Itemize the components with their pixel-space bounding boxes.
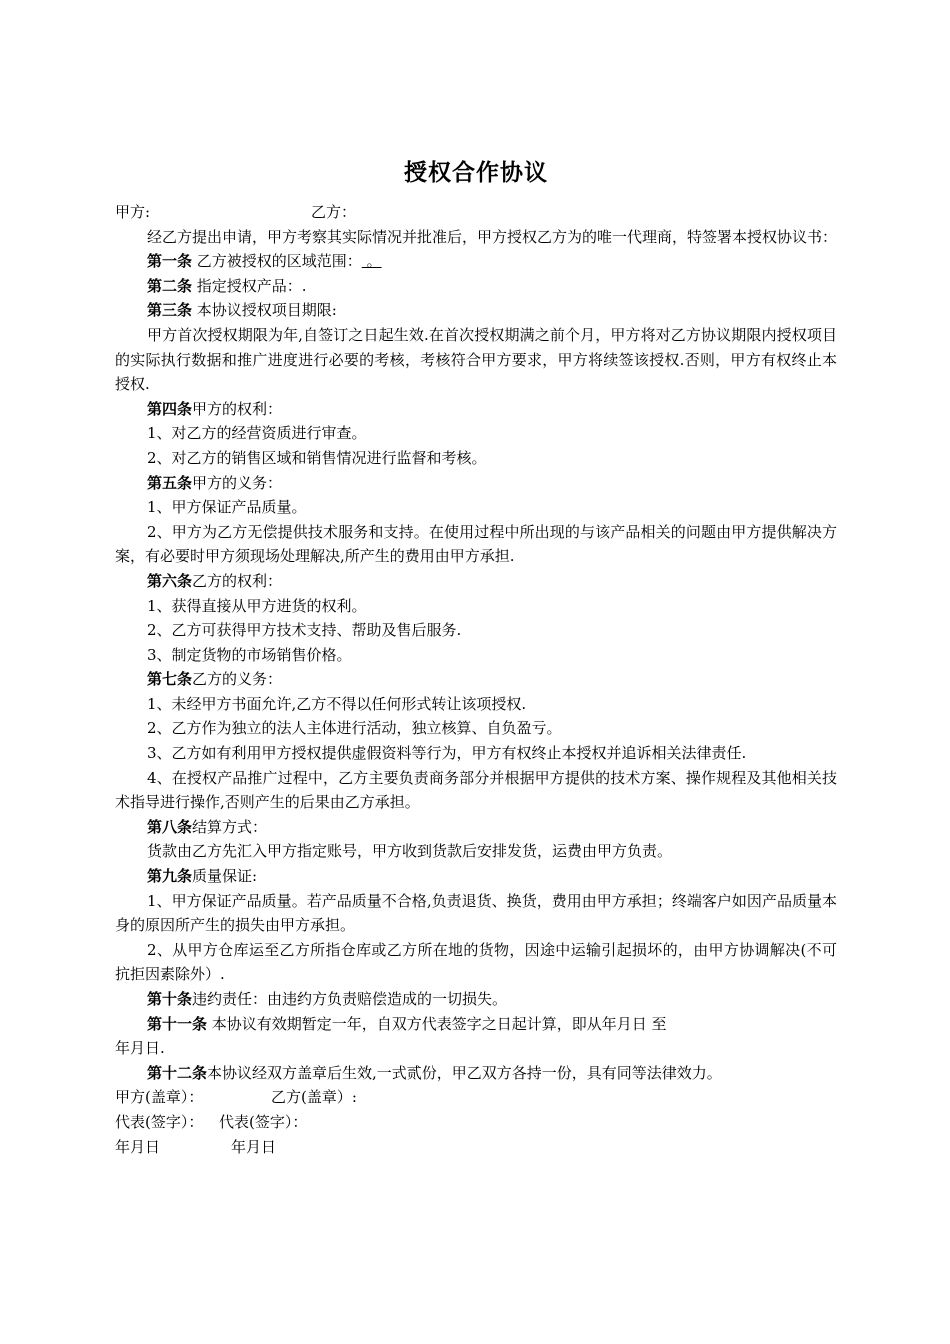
list-item: 2、对乙方的销售区域和销售情况进行监督和考核。 xyxy=(147,448,487,467)
list-item: 1、对乙方的经营资质进行审查。 xyxy=(147,424,367,443)
document-body xyxy=(115,158,837,1159)
seal-row: 甲方(盖章）： 乙方(盖章）: xyxy=(115,1088,357,1107)
article-4: 第四条甲方的权利： xyxy=(147,399,283,418)
list-item: 2、甲方为乙方无偿提供技术服务和支持。在使用过程中所出现的与该产品相关的问题由甲方提供解决方案，有必要时甲方须现场处理解决,所产生的费用由甲方承担. xyxy=(115,522,837,566)
article-8-body: 货款由乙方先汇入甲方指定账号，甲方收到货款后安排发货，运费由甲方负责。 xyxy=(147,842,673,861)
article-7: 第七条乙方的义务： xyxy=(147,670,283,689)
parties-line xyxy=(115,200,837,225)
list-item: 1、获得直接从甲方进货的权利。 xyxy=(147,596,367,615)
article-3: 第三条 本协议授权项目期限: xyxy=(147,301,337,320)
list-item: 2、乙方作为独立的法人主体进行活动，独立核算、自负盈亏。 xyxy=(147,719,562,738)
article-11-cont: 年月日. xyxy=(115,1039,165,1058)
article-8: 第八条结算方式： xyxy=(147,817,268,836)
article-5: 第五条甲方的义务： xyxy=(147,473,283,492)
document-title: 授权合作协议 xyxy=(404,160,548,186)
list-item: 4、在授权产品推广过程中，乙方主要负责商务部分并根据甲方提供的技术方案、操作规程及其他相关技术指导进行操作,否则产生的后果由乙方承担。 xyxy=(115,768,837,812)
article-12: 第十二条本协议经双方盖章后生效,一式贰份，甲乙双方各持一份，具有同等法律效力。 xyxy=(147,1063,722,1082)
representative-row: 代表(签字）： 代表(签字）： xyxy=(115,1112,308,1131)
date-row: 年月日 年月日 xyxy=(115,1137,277,1156)
party-a-label: 甲方: xyxy=(115,203,151,221)
list-item: 2、乙方可获得甲方技术支持、帮助及售后服务. xyxy=(147,621,462,640)
list-item: 3、乙方如有利用甲方授权提供虚假资料等行为，甲方有权终止本授权并追诉相关法律责任. xyxy=(147,744,747,763)
article-10: 第十条违约责任：由违约方负责赔偿造成的一切损失。 xyxy=(147,990,508,1008)
article-3-body: 甲方首次授权期限为年,自签订之日起生效.在首次授权期满之前个月，甲方将对乙方协议期限内授权项目的实际执行数据和推广进度进行必要的考核，考核符合甲方要求，甲方将续签该授权.否则，甲方有权终止本授权. xyxy=(115,325,837,394)
list-item: 1、甲方保证产品质量。 xyxy=(147,498,307,517)
article-11: 第十一条 本协议有效期暂定一年，自双方代表签字之日起计算，即从年月日 至 xyxy=(147,1014,667,1033)
list-item: 2、从甲方仓库运至乙方所指仓库或乙方所在地的货物，因途中运输引起损坏的，由甲方协调解决(不可抗拒因素除外）. xyxy=(115,940,837,984)
party-b-label: 乙方： xyxy=(311,203,357,221)
article-2: 第二条 指定授权产品：. xyxy=(147,276,307,295)
article-1: 第一条 乙方被授权的区域范围： 。 xyxy=(147,252,382,271)
article-6: 第六条乙方的权利： xyxy=(147,571,283,590)
intro-paragraph: 经乙方提出申请，甲方考察其实际情况并批准后，甲方授权乙方为的唯一代理商，特签署本授权协议书： xyxy=(147,227,838,246)
list-item: 1、未经甲方书面允许,乙方不得以任何形式转让该项授权. xyxy=(147,694,527,713)
list-item: 3、制定货物的市场销售价格。 xyxy=(147,645,352,664)
list-item: 1、甲方保证产品质量。若产品质量不合格,负责退货、换货，费用由甲方承担；终端客户如因产品质量本身的原因所产生的损失由甲方承担。 xyxy=(115,891,837,935)
article-9: 第九条质量保证: xyxy=(147,867,258,886)
